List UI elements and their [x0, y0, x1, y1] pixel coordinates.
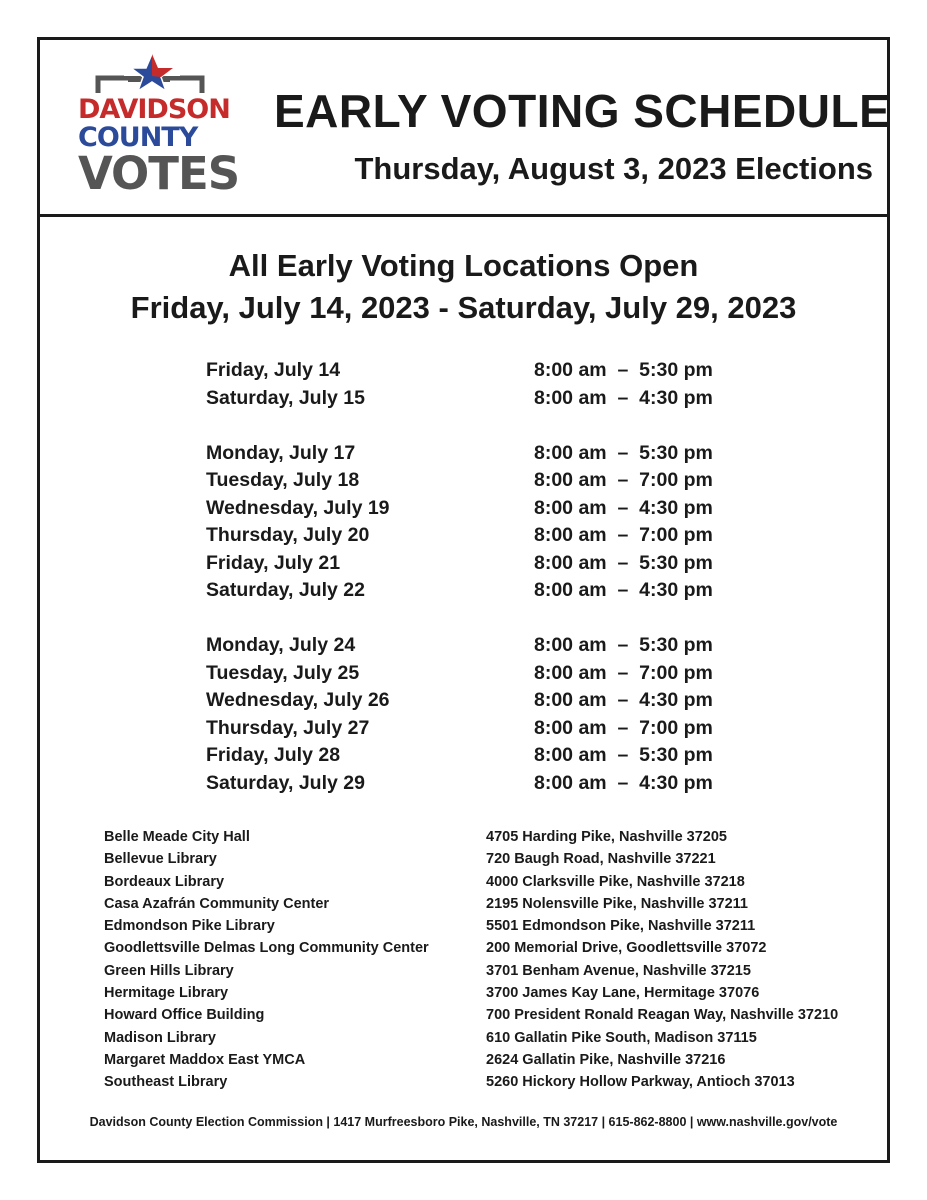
schedule-day: Friday, July 28	[206, 744, 341, 766]
header-divider	[40, 214, 887, 217]
header	[40, 40, 891, 217]
schedule-hours: 8:00 am – 5:30 pm	[534, 744, 713, 766]
location-row	[104, 1071, 884, 1093]
location-row	[104, 982, 884, 1004]
schedule-day: Wednesday, July 26	[206, 689, 390, 711]
location-name: Edmondson Pike Library	[104, 918, 275, 935]
location-address: 4000 Clarksville Pike, Nashville 37218	[486, 873, 745, 890]
schedule-row	[206, 770, 766, 798]
schedule-row	[206, 385, 766, 413]
schedule-row	[206, 550, 766, 578]
schedule-hours: 8:00 am – 4:30 pm	[534, 689, 713, 711]
location-row	[104, 1004, 884, 1026]
schedule-hours: 8:00 am – 7:00 pm	[534, 716, 713, 739]
schedule-day: Tuesday, July 25	[206, 661, 360, 684]
locations-list	[104, 826, 884, 1094]
location-name: Bellevue Library	[104, 851, 217, 868]
location-row	[104, 960, 884, 982]
schedule-row	[206, 495, 766, 523]
location-row	[104, 915, 884, 937]
location-row	[104, 893, 884, 915]
schedule-hours: 8:00 am – 4:30 pm	[534, 771, 713, 794]
schedule-day: Friday, July 21	[206, 551, 341, 574]
open-period-heading	[40, 245, 887, 329]
schedule-row	[206, 687, 766, 715]
location-address: 5260 Hickory Hollow Parkway, Antioch 37013	[486, 1074, 795, 1091]
schedule-hours: 8:00 am – 5:30 pm	[534, 551, 713, 574]
davidson-county-votes-logo	[78, 52, 238, 212]
schedule-day: Tuesday, July 18	[206, 469, 360, 491]
location-row	[104, 937, 884, 959]
schedule-hours: 8:00 am – 5:30 pm	[534, 441, 713, 464]
schedule-day: Monday, July 24	[206, 634, 356, 656]
page-title: EARLY VOTING SCHEDULE	[274, 85, 891, 137]
location-address: 610 Gallatin Pike South, Madison 37115	[486, 1029, 757, 1046]
schedule-hours: 8:00 am – 7:00 pm	[534, 469, 713, 491]
schedule-day: Saturday, July 22	[206, 579, 365, 601]
location-address: 700 President Ronald Reagan Way, Nashville 37210	[486, 1007, 839, 1024]
location-address: 720 Baugh Road, Nashville 37221	[486, 851, 716, 868]
location-address: 4705 Harding Pike, Nashville 37205	[486, 829, 727, 845]
location-row	[104, 848, 884, 870]
location-address: 2624 Gallatin Pike, Nashville 37216	[486, 1051, 726, 1068]
location-name: Howard Office Building	[104, 1007, 265, 1024]
schedule-day: Saturday, July 29	[206, 771, 365, 794]
schedule-hours: 8:00 am – 5:30 pm	[534, 634, 713, 656]
schedule-hours: 8:00 am – 4:30 pm	[534, 579, 713, 601]
location-name: Casa Azafrán Community Center	[104, 895, 330, 912]
location-name: Goodlettsville Delmas Long Community Center	[104, 940, 429, 957]
schedule-row	[206, 522, 766, 550]
schedule-hours: 8:00 am – 7:00 pm	[534, 661, 713, 684]
location-name: Margaret Maddox East YMCA	[104, 1051, 306, 1068]
location-name: Southeast Library	[104, 1074, 228, 1091]
schedule-table	[206, 357, 766, 797]
schedule-day: Thursday, July 27	[206, 716, 370, 739]
location-address: 5501 Edmondson Pike, Nashville 37211	[486, 918, 756, 935]
schedule-day: Saturday, July 15	[206, 386, 365, 409]
schedule-row	[206, 660, 766, 688]
schedule-day: Friday, July 14	[206, 359, 341, 381]
location-name: Bordeaux Library	[104, 873, 225, 890]
location-row	[104, 1027, 884, 1049]
schedule-row	[206, 742, 766, 770]
location-address: 2195 Nolensville Pike, Nashville 37211	[486, 895, 748, 912]
open-period-line-1: All Early Voting Locations Open	[228, 248, 699, 283]
schedule-row	[206, 632, 766, 660]
document-frame	[37, 37, 890, 1163]
schedule-day: Thursday, July 20	[206, 524, 370, 546]
schedule-day: Monday, July 17	[206, 441, 356, 464]
location-row	[104, 1049, 884, 1071]
location-name: Green Hills Library	[104, 962, 234, 979]
logo-line-county: COUNTY	[78, 122, 198, 153]
schedule-row	[206, 715, 766, 743]
schedule-hours: 8:00 am – 4:30 pm	[534, 386, 713, 409]
location-row	[104, 826, 884, 848]
footer-contact-info: Davidson County Election Commission | 1417 Murfreesboro Pike, Nashville, TN 37217 | 615-862-8800 | www.nashville.gov/vote	[89, 1115, 838, 1129]
schedule-hours: 8:00 am – 7:00 pm	[534, 524, 713, 546]
schedule-row	[206, 357, 766, 385]
logo-line-votes: VOTES	[78, 147, 240, 200]
logo-line-davidson: DAVIDSON	[78, 94, 230, 125]
location-name: Belle Meade City Hall	[104, 829, 250, 845]
location-address: 3701 Benham Avenue, Nashville 37215	[486, 962, 751, 979]
schedule-row	[206, 467, 766, 495]
schedule-row	[206, 440, 766, 468]
schedule-hours: 8:00 am – 5:30 pm	[534, 359, 713, 381]
open-period-line-2: Friday, July 14, 2023 - Saturday, July 29, 2023	[130, 290, 797, 325]
location-address: 200 Memorial Drive, Goodlettsville 37072	[486, 940, 767, 957]
schedule-row	[206, 577, 766, 605]
location-address: 3700 James Kay Lane, Hermitage 37076	[486, 985, 760, 1002]
page-subtitle: Thursday, August 3, 2023 Elections	[354, 151, 873, 186]
location-row	[104, 871, 884, 893]
schedule-day: Wednesday, July 19	[206, 496, 390, 519]
location-name: Hermitage Library	[104, 985, 229, 1002]
schedule-hours: 8:00 am – 4:30 pm	[534, 496, 713, 519]
location-name: Madison Library	[104, 1029, 216, 1046]
